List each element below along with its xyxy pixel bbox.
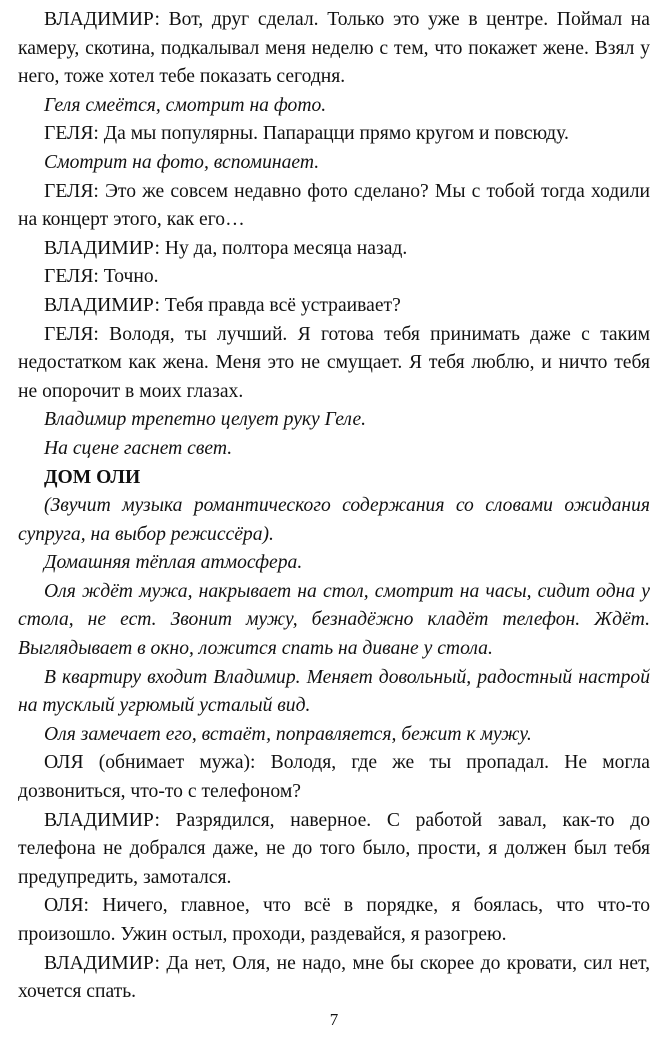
speech-paragraph: ВЛАДИМИР: Разрядился, наверное. С работой завал, как-то до телефона не добрался даже, не до того было, прости, я должен был тебя предупредить, замотался. [18, 809, 650, 888]
speech-paragraph: ВЛАДИМИР: Да нет, Оля, не надо, мне бы скорее до кровати, сил нет, хочется спать. [18, 952, 650, 1003]
stage-direction: На сцене гаснет свет. [44, 437, 233, 459]
speech-paragraph: ГЕЛЯ: Точно. [44, 266, 159, 288]
page-body [18, 6, 650, 1007]
stage-direction: Геля смеётся, смотрит на фото. [44, 94, 327, 116]
speech-paragraph: ОЛЯ (обнимает мужа): Володя, где же ты пропадал. Не могла дозвониться, что-то с телефоном? [18, 752, 650, 803]
speech-paragraph: ВЛАДИМИР: Ну да, полтора месяца назад. [44, 237, 408, 259]
stage-direction: Домашняя тёплая атмосфера. [44, 552, 303, 574]
scene-heading: ДОМ ОЛИ [44, 466, 141, 488]
speech-paragraph: ВЛАДИМИР: Вот, друг сделал. Только это уже в центре. Поймал на камеру, скотина, подкалывал меня неделю с тем, что покажет жене. Взял у него, тоже хотел тебе показать сегодня. [18, 9, 650, 88]
stage-direction: Оля замечает его, встаёт, поправляется, бежит к мужу. [44, 723, 532, 745]
stage-direction: Владимир трепетно целует руку Геле. [44, 409, 367, 431]
stage-direction: (Звучит музыка романтического содержания со словами ожидания супруга, на выбор режиссёра). [18, 495, 650, 545]
stage-direction: Оля ждёт мужа, накрывает на стол, смотрит на часы, сидит одна у стола, не ест. Звонит мужу, безнадёжно кладёт телефон. Ждёт. Выглядывает в окно, ложится спать на диване у стола. [18, 580, 650, 660]
speech-paragraph: ГЕЛЯ: Да мы популярны. Папарацци прямо кругом и повсюду. [44, 123, 569, 145]
speech-paragraph: ГЕЛЯ: Это же совсем недавно фото сделано? Мы с тобой тогда ходили на концерт этого, как его… [18, 180, 650, 231]
page-number: 7 [329, 1010, 339, 1029]
speech-paragraph: ОЛЯ: Ничего, главное, что всё в порядке, я боялась, что что-то произошло. Ужин остыл, проходи, раздевайся, я разогрею. [18, 895, 650, 945]
stage-direction: Смотрит на фото, вспоминает. [44, 151, 320, 173]
stage-direction: В квартиру входит Владимир. Меняет довольный, радостный настрой на тусклый угрюмый усталый вид. [18, 666, 650, 717]
speech-paragraph: ВЛАДИМИР: Тебя правда всё устраивает? [44, 294, 401, 316]
speech-paragraph: ГЕЛЯ: Володя, ты лучший. Я готова тебя принимать даже с таким недостатком как жена. Меня это не смущает. Я тебя люблю, и ничто тебя не опорочит в моих глазах. [18, 323, 650, 402]
